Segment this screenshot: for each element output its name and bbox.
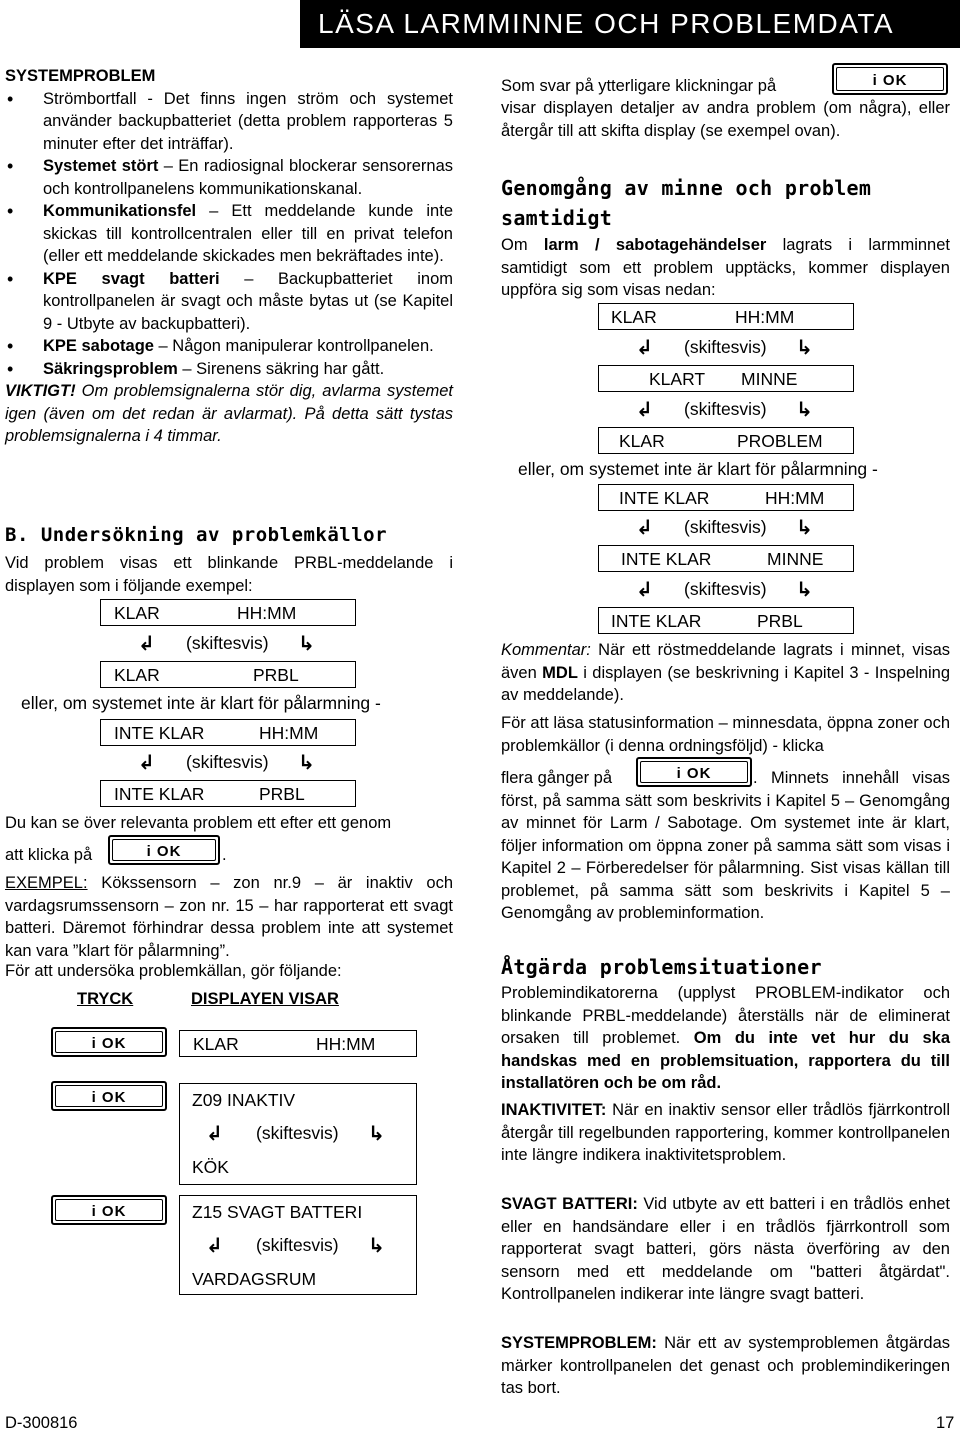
display-notready-prbl [100,780,356,807]
col-display: DISPLAYEN VISAR [191,990,339,1008]
arrow-left-icon: ↲ [138,631,155,655]
problem-list [5,88,453,381]
ok-label [53,1201,165,1224]
example-body: Kökssensorn – zon nr.9 – är inaktiv och vardagsrumssensorn – zon nr. 15 – har rapporterat ett svagt batteri. Däremot förhindrar dessa problem inte att systemet kan vara ”klart för pålarmning”. [5,874,453,960]
ok-text: OK [101,1203,127,1220]
fix-bold: Om du inte vet hur du ska handskas med en problemsituation, rapportera du till installatören och be om råd. [501,1029,950,1092]
comment-text [501,639,950,707]
fix-a: Problemindikatorerna (upplyst PROBLEM-indikator och blinkande PRBL-meddelande) återställs när de eliminerat orsaken till problemet. [501,984,950,1047]
info-icon: i [91,1089,97,1106]
item-term: KPE svagt batteri [43,269,220,288]
step2-display [179,1083,417,1185]
display-ready-time [100,599,356,626]
ok-text: OK [101,1035,127,1052]
display-left: INTE KLAR [611,611,702,631]
display-left: KLAR [114,603,160,623]
status-text-b: flera gånger på [501,769,612,787]
systemproblem-label: SYSTEMPROBLEM: [501,1334,657,1352]
systemproblem-heading: SYSTEMPROBLEM [5,67,156,85]
review-text [501,234,950,302]
systemproblem-body: När ett av systemproblemen åtgärdas märker kontrollpanelen det genast och problemindikeringen tas bort. [501,1334,950,1397]
fix-heading: Åtgärda problemsituationer [501,955,822,979]
alternating-row [636,333,826,361]
arrow-left-icon: ↲ [636,397,653,421]
ok-text: OK [882,72,908,89]
alternating-row [206,1231,396,1259]
i-ok-button[interactable] [636,757,752,787]
click-end: . [222,846,227,864]
item-term: Säkringsproblem [43,359,178,378]
svagt-batteri-text [501,1193,950,1306]
list-item [5,358,453,381]
arrow-right-icon: ↳ [298,631,315,655]
display-left: INTE KLAR [621,549,712,569]
comment-label: Kommentar: [501,641,591,659]
alternating-label: (skiftesvis) [186,752,269,772]
svagt-batteri-body: Vid utbyte av ett batteri i en trådlös enhet eller en handsändare eller i en trådlös fjärrkontroll som rapporterat svagt batteri, görs nästa överföring av den sensorn med ett meddelande om "batteri åtgärdat". Kontrollpanelen indikerar inte längre svagt batteri. [501,1195,951,1303]
display-line2: KÖK [192,1157,229,1177]
step1-display [179,1030,417,1057]
arrow-right-icon: ↳ [368,1233,385,1257]
left-column [5,65,453,448]
or-text: eller, om systemet inte är klart för pålarmning - [21,693,381,713]
alternating-label: (skiftesvis) [186,633,269,653]
display-left: INTE KLAR [114,723,205,743]
alternating-label: (skiftesvis) [256,1123,339,1143]
ok-label [110,841,218,864]
list-item [5,200,453,268]
arrow-right-icon: ↳ [796,335,813,359]
click-on-label: att klicka på [5,846,93,864]
display-notready-time [100,719,356,746]
review-bold: larm / sabotagehändelser [543,236,767,254]
i-ok-button[interactable] [832,63,948,95]
alternating-label: (skiftesvis) [684,579,767,599]
response-line1: Som svar på ytterligare klickningar på [501,77,777,95]
item-text: – En radiosignal blockerar sensorernas och kontrollpanelens kommunikationskanal. [43,157,454,198]
info-icon: i [91,1035,97,1052]
arrow-left-icon: ↲ [636,515,653,539]
arrow-right-icon: ↳ [368,1121,385,1145]
inaktivitet-label: INAKTIVITET: [501,1101,607,1119]
arrow-right-icon: ↳ [796,577,813,601]
list-item [5,155,453,200]
item-term: Systemet stört [43,157,159,175]
list-item [5,268,453,336]
display-line1: Z09 INAKTIV [192,1090,296,1110]
viktigt-text: Om problemsignalerna stör dig, avlarma systemet igen (även om det redan är avlarmat). På detta sätt tystas problemsignalerna i 4 timmar. [5,382,453,445]
display-right: HH:MM [237,603,297,623]
review-post: lagrats i larmminnet samtidigt som ett problem upptäcks, kommer displayen uppföra sig som visas nedan: [501,236,950,299]
display-left: KLAR [619,431,665,451]
info-icon: i [872,72,878,89]
info-icon: i [146,843,152,860]
alternating-row [636,395,826,423]
item-text: Strömbortfall - Det finns ingen ström och systemet använder backupbatteriet (detta problem rapporteras 5 minuter efter det inträffar). [43,89,453,153]
response-text: visar displayen detaljer av andra problem (om några), eller återgår till att skifta display (se exempel ovan). [501,99,950,140]
display-line1: Z15 SVAGT BATTERI [192,1202,363,1222]
item-term: Kommunikationsfel [43,202,197,220]
alternating-row [206,1119,396,1147]
display-right: MINNE [767,549,824,569]
viktigt-label: VIKTIGT! [5,382,76,400]
item-text: – Backupbatteriet inom kontrollpanelen är svagt och måste bytas ut (se Kapitel 9 - Utbyte av backupbatteri). [43,269,453,333]
i-ok-button[interactable] [51,1027,167,1057]
example-label: EXEMPEL: [5,874,88,892]
page-number: 17 [936,1414,955,1432]
list-item [5,335,453,358]
item-text: – Ett meddelande kunde inte skickas till kontrollcentralen eller till en privat telefon (eller ett meddelande skickades men bekräftades inte). [43,202,453,265]
arrow-left-icon: ↲ [138,750,155,774]
item-text: – Någon manipulerar kontrollpanelen. [153,337,434,355]
item-text: – Sirenens säkring har gått. [177,359,385,378]
arrow-left-icon: ↲ [636,335,653,359]
item-term: KPE sabotage [43,337,154,355]
arrow-left-icon: ↲ [206,1121,223,1145]
section-b-heading: B. Undersökning av problemkällor [5,524,388,546]
list-item [5,88,453,156]
i-ok-button[interactable] [51,1081,167,1111]
ok-label [834,70,946,93]
comment-bold: MDL [542,663,578,682]
viktigt-note [5,380,453,448]
alternating-row [636,513,826,541]
review-heading: Genomgång av minne och problem samtidigt [501,176,872,230]
col-press: TRYCK [77,990,134,1008]
display-r2 [598,365,854,392]
alternating-label: (skiftesvis) [684,399,767,419]
display-right: HH:MM [316,1034,376,1054]
ok-label [638,763,750,786]
alternating-label: (skiftesvis) [256,1235,339,1255]
display-r1 [598,303,854,330]
display-right: MINNE [741,369,798,389]
comment-a: När ett röstmeddelande lagrats i minnet, visas även [501,641,950,682]
doc-number: D-300816 [5,1414,78,1432]
ok-label [53,1087,165,1110]
alternating-label: (skiftesvis) [684,337,767,357]
ok-text: OK [101,1089,127,1106]
page-title: LÄSA LARMMINNE OCH PROBLEMDATA [318,8,895,39]
investigate-text: För att undersöka problemkällan, gör följande: [5,962,342,980]
ok-text: OK [156,843,182,860]
arrow-right-icon: ↳ [796,397,813,421]
info-icon: i [676,765,682,782]
review-pre: Om [501,236,544,254]
systemproblem-text [501,1332,950,1400]
ok-text: OK [686,765,712,782]
display-left: KLART [649,369,706,389]
inaktivitet-text [501,1099,950,1167]
alternating-row [138,629,328,657]
comment-b: i displayen (se beskrivning i Kapitel 3 - Inspelning av meddelande). [501,663,950,704]
display-r6 [598,607,854,634]
fix-text [501,982,950,1095]
display-right: HH:MM [735,307,795,327]
step3-display [179,1195,417,1295]
display-left: KLAR [114,665,160,685]
display-ready-prbl [100,661,356,688]
display-left: KLAR [611,307,657,327]
display-r4 [598,484,854,511]
i-ok-button[interactable] [108,835,220,865]
alternating-row [636,575,826,603]
display-right: PRBL [253,665,299,685]
display-left: INTE KLAR [114,784,205,804]
display-r5 [598,545,854,572]
arrow-left-icon: ↲ [206,1233,223,1257]
alternating-label: (skiftesvis) [684,517,767,537]
arrow-left-icon: ↲ [636,577,653,601]
status-text-c: . Minnets innehåll visas först, på samma sätt som beskrivits i Kapitel 5 – Genomgång av minnet för Larm / Sabotage. Om systemet inte är klart, följer information om öppna zoner på samma sätt som visas i Kapitel 2 – Förberedelser för pålarmning. Sist visas källan till problemet, på samma sätt som beskrivits i Kapitel 5 – Genomgång av probleminformation. [501,769,950,922]
info-icon: i [91,1203,97,1220]
inaktivitet-body: När en inaktiv sensor eller trådlös fjärrkontroll återgår till regelbunden rapportering, kommer kontrollpanelen inte längre indikera inaktivitetsproblem. [501,1101,950,1164]
one-by-one-text: Du kan se över relevanta problem ett efter ett genom [5,814,392,832]
display-right: PROBLEM [737,431,823,451]
arrow-right-icon: ↳ [298,750,315,774]
arrow-right-icon: ↳ [796,515,813,539]
display-right: PRBL [259,784,305,804]
display-left: KLAR [193,1034,239,1054]
alternating-row [138,748,328,776]
display-right: HH:MM [765,488,825,508]
display-right: HH:MM [259,723,319,743]
ok-label [53,1033,165,1056]
status-text-a: För att läsa statusinformation – minnesdata, öppna zoner och problemkällor (i denna ordningsföljd) - klicka [501,714,950,755]
display-r3 [598,427,854,454]
click-on-text [5,844,92,867]
svagt-batteri-label: SVAGT BATTERI: [501,1195,638,1213]
example-text [5,872,453,962]
display-line2: VARDAGSRUM [192,1269,317,1289]
or-text: eller, om systemet inte är klart för pålarmning - [518,459,878,479]
display-right: PRBL [757,611,803,631]
intro-text: Vid problem visas ett blinkande PRBL-meddelande i displayen som i följande exempel: [5,554,453,595]
i-ok-button[interactable] [51,1195,167,1225]
display-left: INTE KLAR [619,488,710,508]
